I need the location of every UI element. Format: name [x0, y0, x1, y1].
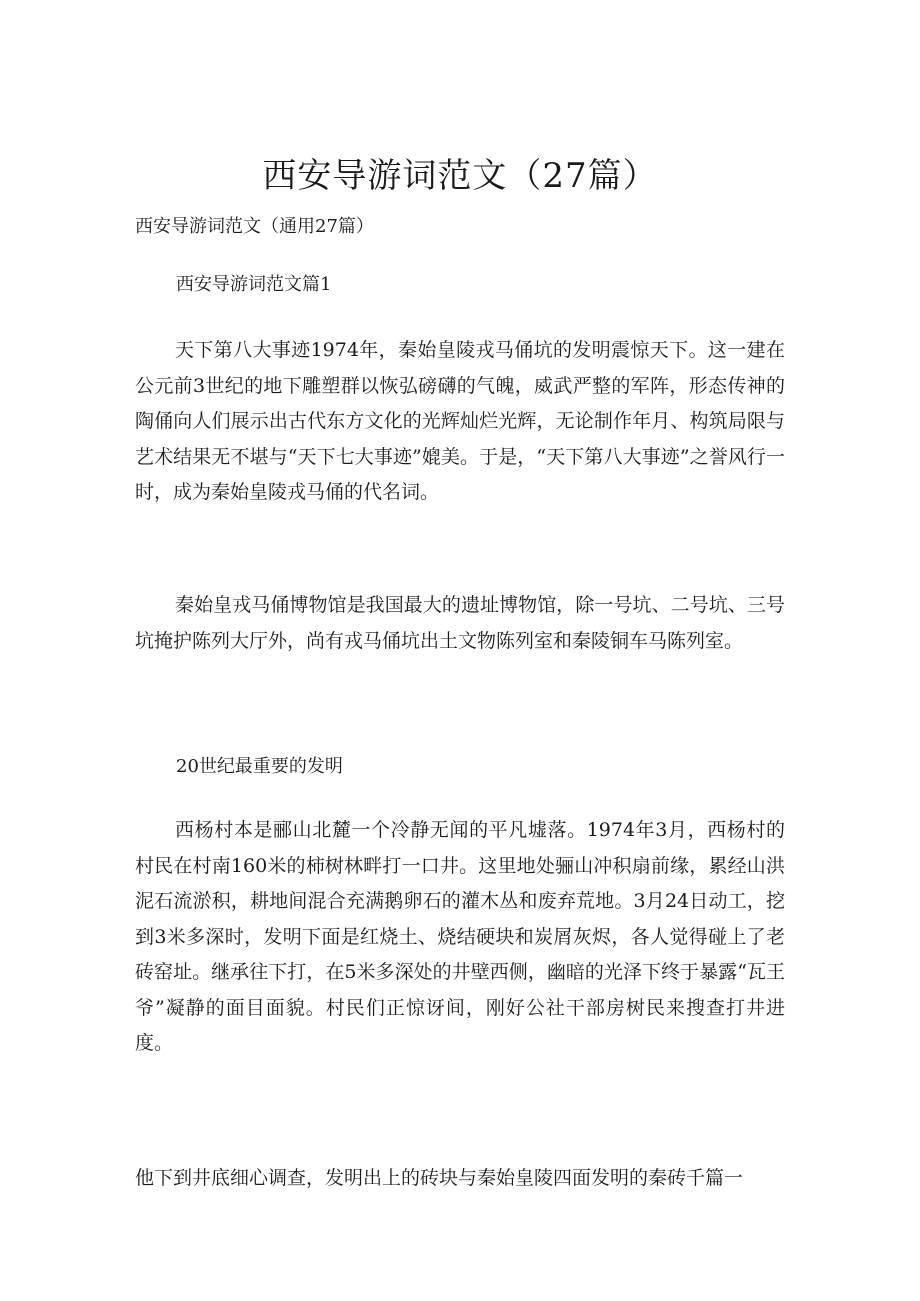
paragraph-3: 西杨村本是郦山北麓一个冷静无闻的平凡墟落。1974年3月，西杨村的村民在村南160米的柿树林畔打一口井。这里地处骊山冲积扇前缘，累经山洪泥石流淤积，耕地间混合充满鹅卵石的灌木丛和废弃荒地。3月24日动工，挖到3米多深时，发明下面是红烧土、烧结硬块和炭屑灰烬，各人觉得碰上了老砖窑址。继承往下打，在5米多深处的井壁西侧，幽暗的光泽下终于暴露“瓦王爷”凝静的面目面貌。村民们正惊讶间，刚好公社干部房树民来搜查打井进度。 [135, 819, 785, 1054]
section-heading: 西安导游词范文篇1 [176, 274, 332, 295]
document-title: 西安导游词范文（27篇） [262, 156, 658, 196]
paragraph-2: 秦始皇戎马俑博物馆是我国最大的遗址博物馆，除一号坑、二号坑、三号坑掩护陈列大厅外，尚有戎马俑坑出土文物陈列室和秦陵铜车马陈列室。 [135, 594, 785, 652]
subheading: 20世纪最重要的发明 [176, 756, 343, 777]
paragraph-4: 他下到井底细心调查，发明出上的砖块与秦始皇陵四面发明的秦砖千篇一 [135, 1167, 744, 1189]
paragraph-1: 天下第八大事迹1974年，秦始皇陵戎马俑坑的发明震惊天下。这一建在公元前3世纪的地下雕塑群以恢弘磅礴的气魄，威武严整的军阵，形态传神的陶俑向人们展示出古代东方文化的光辉灿烂光辉，无论制作年月、构筑局限与艺术结果无不堪与“天下七大事迹”媲美。于是，“天下第八大事迹”之誉风行一时，成为秦始皇陵戎马俑的代名词。 [135, 339, 785, 503]
document-subtitle: 西安导游词范文（通用27篇） [135, 216, 374, 237]
